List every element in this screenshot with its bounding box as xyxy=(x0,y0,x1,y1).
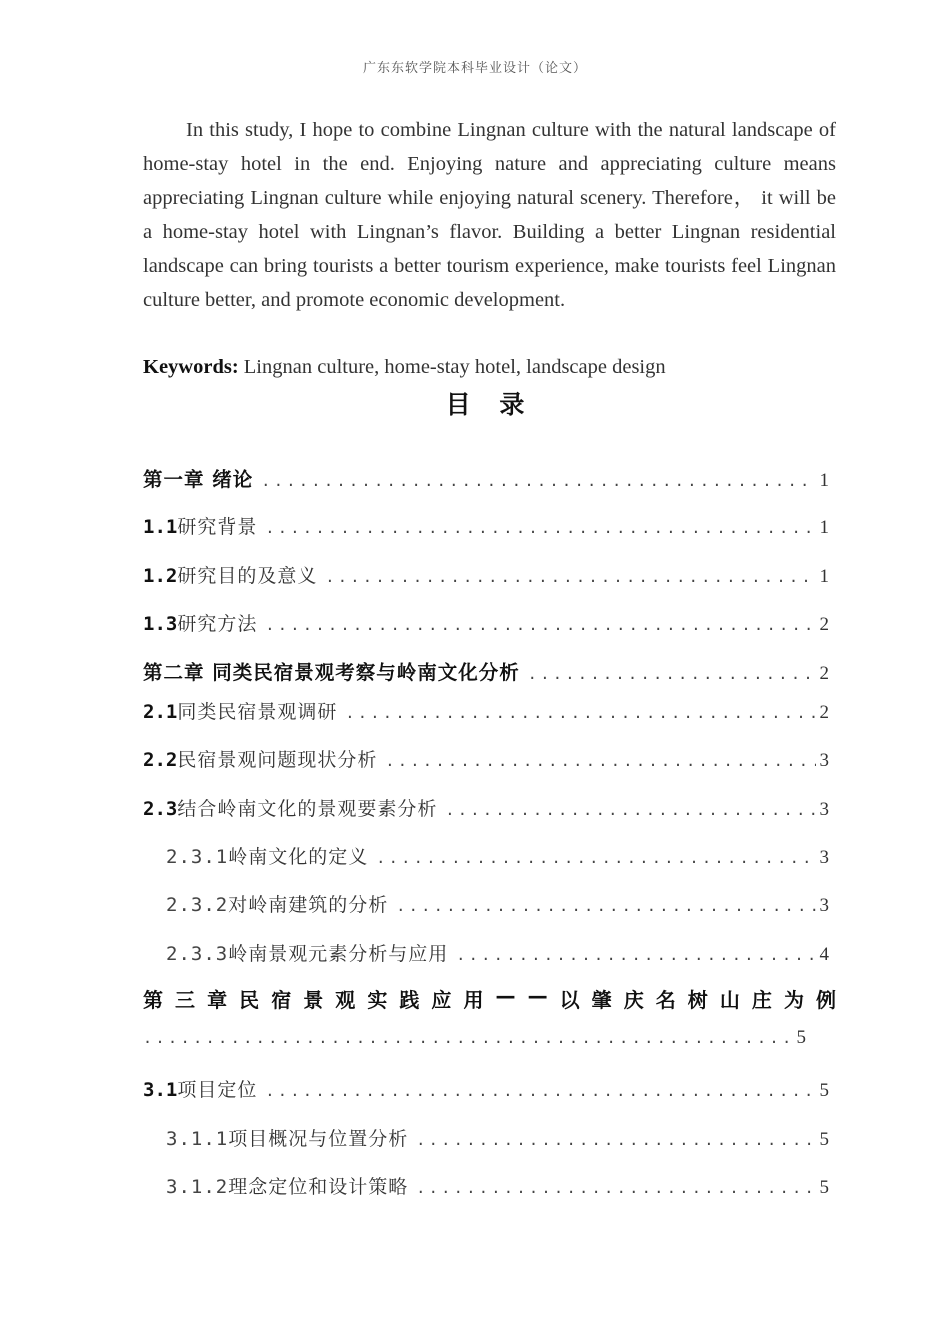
toc-leader-dots xyxy=(261,472,815,490)
toc-entry-page: 3 xyxy=(819,750,829,771)
toc-leader-dots xyxy=(396,897,815,915)
toc-entry-page: 2 xyxy=(819,663,829,684)
toc-entry-number: 2.3.3 xyxy=(166,943,229,965)
toc-entry-page: 3 xyxy=(819,847,829,868)
toc-entry-text: 研究背景 xyxy=(177,516,258,538)
toc-entry-char: 为 xyxy=(783,988,804,1012)
toc-leader-dots xyxy=(265,616,815,634)
toc-entry-page: 3 xyxy=(819,895,829,916)
toc-entry-text: 岭南景观元素分析与应用 xyxy=(228,943,449,965)
toc-entry-number: 2.3.1 xyxy=(166,846,229,868)
toc-entry-char: 景 xyxy=(303,988,324,1012)
toc-entry-text: 第二章 同类民宿景观考察与岭南文化分析 xyxy=(143,661,520,684)
toc-leader-dots xyxy=(143,1029,793,1047)
toc-entry-text: 对岭南建筑的分析 xyxy=(228,894,389,916)
toc-entry-chapter-3[interactable] xyxy=(143,984,836,1013)
toc-entry-text: 理念定位和设计策略 xyxy=(228,1176,409,1198)
toc-entry-page: 1 xyxy=(819,566,829,587)
keywords-value: Lingnan culture, home-stay hotel, landscape design xyxy=(238,356,666,378)
toc-entry-char: 名 xyxy=(655,988,676,1012)
toc-entry-1-3[interactable] xyxy=(143,609,829,639)
keywords-label: Keywords: xyxy=(143,356,239,378)
toc-entry-page: 1 xyxy=(819,517,829,538)
toc-entry-text: 民宿景观问题现状分析 xyxy=(177,749,378,771)
toc-leader-dots xyxy=(456,946,815,964)
toc-entry-char: 用 xyxy=(463,988,484,1012)
toc-entry-page: 4 xyxy=(819,944,829,965)
toc-entry-char: 第 xyxy=(143,988,163,1012)
toc-entry-char: 肇 xyxy=(591,988,612,1012)
toc-entry-2-3-1[interactable] xyxy=(166,842,829,872)
toc-leader-dots xyxy=(385,752,815,770)
toc-entry-char: 以 xyxy=(559,988,580,1012)
toc-entry-page: 5 xyxy=(819,1080,829,1101)
toc-entry-2-2[interactable] xyxy=(143,745,829,775)
toc-entry-char: 庆 xyxy=(623,988,644,1012)
toc-entry-3-1-2[interactable] xyxy=(166,1172,829,1202)
abstract-body xyxy=(143,113,836,317)
toc-leader-dots xyxy=(528,665,816,683)
toc-leader-dots xyxy=(325,568,815,586)
toc-entry-char: — xyxy=(495,984,516,1008)
toc-entry-chapter-2[interactable] xyxy=(143,657,829,687)
toc-entry-1-2[interactable] xyxy=(143,561,829,591)
toc-entry-text: 第一章 绪论 xyxy=(143,468,254,491)
toc-entry-number: 1.2 xyxy=(143,565,178,587)
toc-entry-2-1[interactable] xyxy=(143,697,829,727)
toc-leader-dots xyxy=(445,801,815,819)
toc-entry-number: 2.2 xyxy=(143,749,178,771)
toc-entry-number: 1.3 xyxy=(143,613,178,635)
toc-entry-text: 同类民宿景观调研 xyxy=(177,701,338,723)
toc-leader-dots xyxy=(376,849,815,867)
toc-entry-char: — xyxy=(527,984,548,1008)
toc-entry-page: 2 xyxy=(819,614,829,635)
toc-entry-number: 1.1 xyxy=(143,516,178,538)
page-header: 广东东软学院本科毕业设计（论文） xyxy=(362,60,587,75)
toc-entry-text: 研究方法 xyxy=(177,613,258,635)
toc-entry-number: 2.1 xyxy=(143,701,178,723)
toc-entry-char: 践 xyxy=(399,988,420,1012)
toc-entry-3-1-1[interactable] xyxy=(166,1124,829,1154)
toc-entry-number: 3.1.2 xyxy=(166,1176,229,1198)
toc-leader-dots xyxy=(265,519,815,537)
toc-title: 目 录 xyxy=(445,390,535,419)
toc-entry-text: 研究目的及意义 xyxy=(177,565,318,587)
toc-entry-2-3-2[interactable] xyxy=(166,890,829,920)
toc-entry-number: 3.1.1 xyxy=(166,1128,229,1150)
toc-leader-dots xyxy=(416,1179,815,1197)
toc-leader-dots xyxy=(265,1082,815,1100)
toc-entry-chapter-1[interactable] xyxy=(143,464,829,494)
toc-entry-text: 项目定位 xyxy=(177,1079,258,1101)
toc-entry-1-1[interactable] xyxy=(143,512,829,542)
toc-entry-char: 民 xyxy=(239,988,260,1012)
toc-entry-char: 章 xyxy=(207,988,228,1012)
toc-entry-char: 例 xyxy=(815,988,836,1012)
toc-entry-text: 项目概况与位置分析 xyxy=(228,1128,409,1150)
toc-entry-char: 三 xyxy=(175,988,196,1012)
keywords-line xyxy=(143,350,836,384)
toc-entry-char: 实 xyxy=(367,988,388,1012)
toc-entry-char: 宿 xyxy=(271,988,292,1012)
toc-entry-page: 5 xyxy=(796,1027,806,1048)
toc-entry-number: 3.1 xyxy=(143,1079,178,1101)
toc-entry-2-3[interactable] xyxy=(143,794,829,824)
toc-entry-page: 2 xyxy=(819,702,829,723)
toc-entry-chapter-3-leader xyxy=(143,1027,806,1049)
toc-entry-2-3-3[interactable] xyxy=(166,939,829,969)
abstract-paragraph: In this study, I hope to combine Lingnan culture with the natural landscape of home-stay hotel in the end. Enjoying nature and appreciating culture means appreciating Lingnan culture while enjoying natural scenery. Therefore， it will be a home-stay hotel with Lingnan’s flavor. Building a better Lingnan residential landscape can bring tourists a better tourism experience, make tourists feel Lingnan culture better, and promote economic development. xyxy=(143,119,836,311)
toc-leader-dots xyxy=(345,704,815,722)
toc-leader-dots xyxy=(416,1131,815,1149)
toc-entry-number: 2.3.2 xyxy=(166,894,229,916)
toc-entry-number: 2.3 xyxy=(143,798,178,820)
toc-entry-char: 树 xyxy=(687,988,708,1012)
toc-entry-3-1[interactable] xyxy=(143,1075,829,1105)
toc-entry-text: 结合岭南文化的景观要素分析 xyxy=(177,798,438,820)
toc-entry-page: 5 xyxy=(819,1129,829,1150)
toc-entry-char: 庄 xyxy=(751,988,772,1012)
toc-entry-char: 应 xyxy=(431,988,452,1012)
toc-entry-page: 1 xyxy=(819,470,829,491)
toc-entry-page: 3 xyxy=(819,799,829,820)
toc-entry-char: 观 xyxy=(335,988,356,1012)
toc-entry-char: 山 xyxy=(719,988,740,1012)
toc-entry-page: 5 xyxy=(819,1177,829,1198)
toc-entry-text: 岭南文化的定义 xyxy=(228,846,369,868)
